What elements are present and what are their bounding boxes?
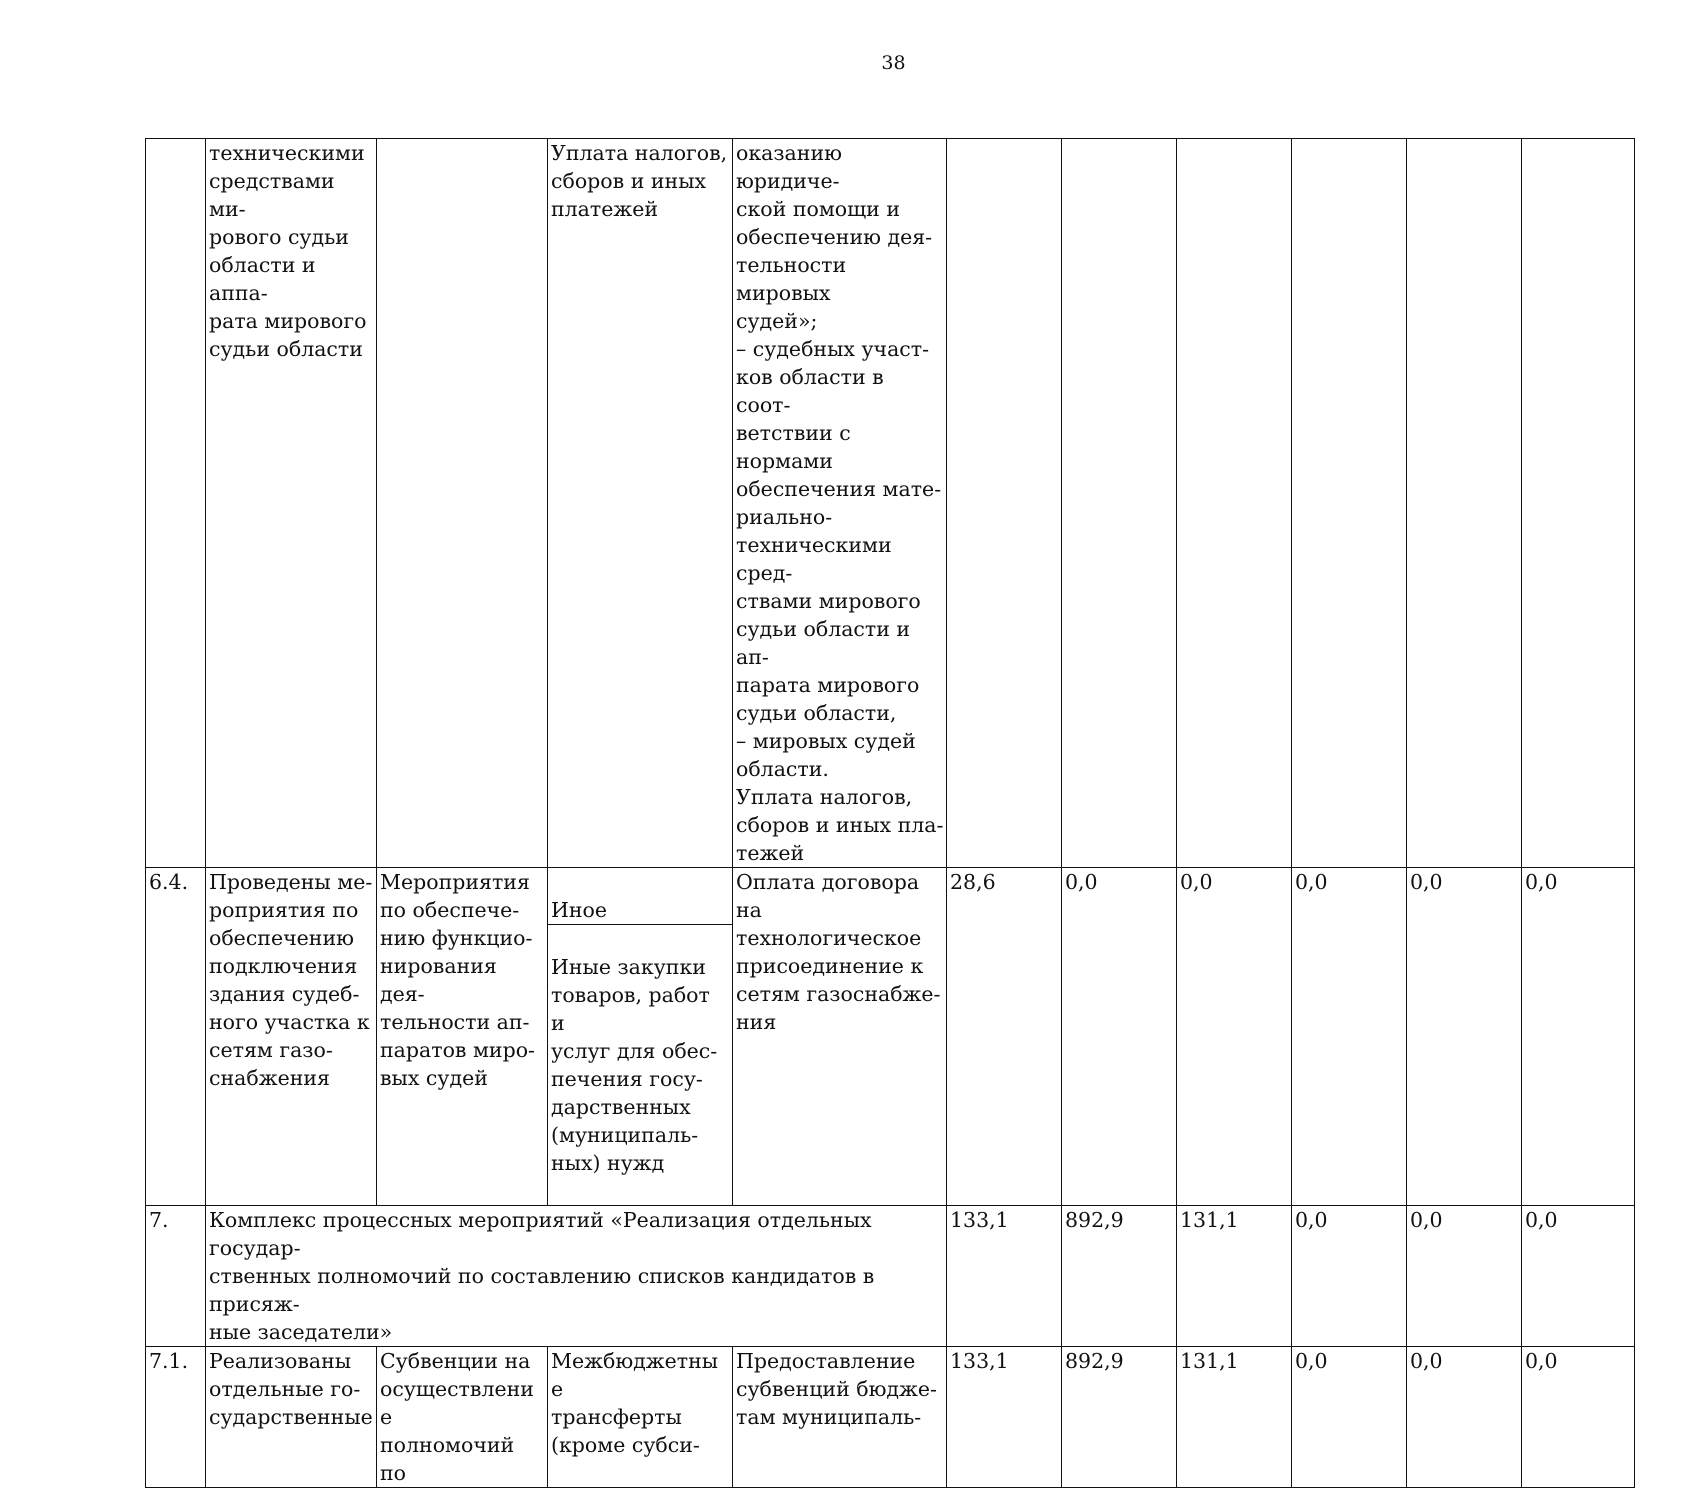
value-cell: 892,9	[1062, 1206, 1177, 1347]
budget-table	[145, 138, 1635, 1488]
expense-subcategory: Иные закупки товаров, работ и услуг для обес- печения госу- дарственных (муниципаль- ных) нужд	[551, 955, 718, 1175]
page-number: 38	[881, 52, 906, 74]
value-cell	[1292, 139, 1407, 868]
value-cell: 131,1	[1177, 1347, 1292, 1488]
value-cell	[1177, 139, 1292, 868]
event-cell: Мероприятия по обеспече- нию функцио- нирования дея- тельности ап- паратов миро- вых судей	[377, 868, 548, 1206]
event-cell: Субвенции на осуществление полномочий по	[377, 1347, 548, 1488]
result-cell: Проведены ме- роприятия по обеспечению подключения здания судеб- ного участка к сетям газо- снабжения	[206, 868, 377, 1206]
result-cell: Реализованы отдельные го- сударственные	[206, 1347, 377, 1488]
expense-type-cell	[548, 868, 733, 1206]
value-cell: 0,0	[1522, 1206, 1635, 1347]
result-cell: техническими средствами ми- рового судьи области и аппа- рата мирового судьи области	[206, 139, 377, 868]
table-row	[146, 1206, 1635, 1347]
value-cell: 0,0	[1522, 1347, 1635, 1488]
value-cell: 28,6	[947, 868, 1062, 1206]
row-number: 7.	[146, 1206, 206, 1347]
complex-title-cell: Комплекс процессных мероприятий «Реализация отдельных государ- ственных полномочий по составлению списков кандидатов в присяж- ные заседатели»	[206, 1206, 947, 1347]
value-cell: 133,1	[947, 1206, 1062, 1347]
value-cell	[1522, 139, 1635, 868]
row-number: 7.1.	[146, 1347, 206, 1488]
expense-type-cell: Уплата налогов, сборов и иных платежей	[548, 139, 733, 868]
value-cell	[1407, 139, 1522, 868]
value-cell: 0,0	[1292, 868, 1407, 1206]
description-cell: Оплата договора на технологическое присоединение к сетям газоснабже- ния	[733, 868, 947, 1206]
value-cell	[947, 139, 1062, 868]
table-row	[146, 1347, 1635, 1488]
value-cell: 892,9	[1062, 1347, 1177, 1488]
value-cell: 0,0	[1292, 1347, 1407, 1488]
value-cell: 0,0	[1177, 868, 1292, 1206]
row-number	[146, 139, 206, 868]
value-cell: 0,0	[1522, 868, 1635, 1206]
value-cell: 0,0	[1062, 868, 1177, 1206]
description-cell: Предоставление субвенций бюдже- там муниципаль-	[733, 1347, 947, 1488]
value-cell: 0,0	[1407, 1206, 1522, 1347]
table-row	[146, 139, 1635, 868]
row-number: 6.4.	[146, 868, 206, 1206]
description-cell: оказанию юридиче- ской помощи и обеспечению дея- тельности мировых судей»; – судебных участ- ков области в соот- ветствии с нормами обеспечения мате- риально- техническими сред- ствами мирового судьи области и ап- парата мирового судьи области, – мировых судей области. Уплата налогов, сборов и иных пла- тежей	[733, 139, 947, 868]
expense-type-cell: Межбюджетные трансферты (кроме субси-	[548, 1347, 733, 1488]
value-cell: 0,0	[1292, 1206, 1407, 1347]
value-cell: 0,0	[1407, 868, 1522, 1206]
expense-category: Иное	[548, 896, 732, 925]
value-cell: 133,1	[947, 1347, 1062, 1488]
value-cell	[1062, 139, 1177, 868]
value-cell: 0,0	[1407, 1347, 1522, 1488]
table-row	[146, 868, 1635, 1206]
value-cell: 131,1	[1177, 1206, 1292, 1347]
event-cell	[377, 139, 548, 868]
